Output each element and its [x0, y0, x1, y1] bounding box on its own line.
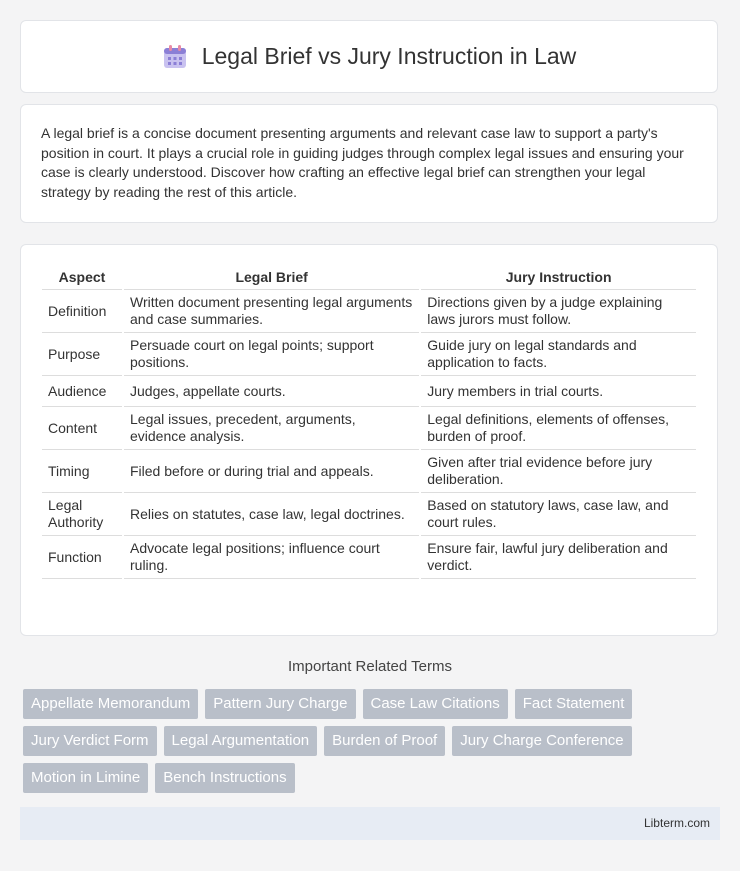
row-aspect: Timing [42, 450, 122, 493]
tag-case-law-citations[interactable]: Case Law Citations [363, 689, 508, 719]
row-jury-instruction: Based on statutory laws, case law, and court rules. [421, 493, 696, 536]
row-aspect: Purpose [42, 333, 122, 376]
row-jury-instruction: Legal definitions, elements of offenses, burden of proof. [421, 407, 696, 450]
footer [20, 807, 720, 840]
row-aspect: Audience [42, 376, 122, 407]
footer-site-link[interactable]: Libterm.com [643, 816, 710, 830]
tag-burden-of-proof[interactable]: Burden of Proof [324, 726, 445, 756]
intro-text: A legal brief is a concise document presenting arguments and relevant case law to support a party's position in court. It plays a crucial role in guiding judges through complex legal issues and ensuring your case is clearly understood. Discover how crafting an effective legal brief can strengthen your legal strategy by reading the rest of this article. [41, 125, 684, 200]
header-jury-instruction: Jury Instruction [421, 265, 696, 290]
tag-pattern-jury-charge[interactable]: Pattern Jury Charge [205, 689, 355, 719]
row-jury-instruction: Directions given by a judge explaining laws jurors must follow. [421, 290, 696, 333]
table-header-row [42, 265, 696, 290]
row-aspect: Content [42, 407, 122, 450]
table-row [42, 290, 696, 333]
row-jury-instruction: Given after trial evidence before jury deliberation. [421, 450, 696, 493]
tag-jury-verdict-form[interactable]: Jury Verdict Form [23, 726, 157, 756]
table-row [42, 376, 696, 407]
row-legal-brief: Persuade court on legal points; support positions. [124, 333, 419, 376]
page-title: Legal Brief vs Jury Instruction in Law [201, 43, 577, 69]
comparison-table [40, 265, 698, 579]
tag-appellate-memorandum[interactable]: Appellate Memorandum [23, 689, 198, 719]
title-card [20, 20, 718, 93]
related-terms-list [23, 689, 703, 793]
row-legal-brief: Filed before or during trial and appeals. [124, 450, 419, 493]
row-aspect: Function [42, 536, 122, 579]
intro-card [20, 104, 718, 223]
table-row [42, 450, 696, 493]
row-aspect: Definition [42, 290, 122, 333]
calendar-icon [162, 44, 188, 70]
tag-bench-instructions[interactable]: Bench Instructions [155, 763, 294, 793]
row-jury-instruction: Jury members in trial courts. [421, 376, 696, 407]
header-legal-brief: Legal Brief [124, 265, 419, 290]
row-jury-instruction: Ensure fair, lawful jury deliberation and verdict. [421, 536, 696, 579]
row-legal-brief: Legal issues, precedent, arguments, evidence analysis. [124, 407, 419, 450]
tag-jury-charge-conference[interactable]: Jury Charge Conference [452, 726, 631, 756]
row-legal-brief: Advocate legal positions; influence court ruling. [124, 536, 419, 579]
header-aspect: Aspect [42, 265, 122, 290]
tag-fact-statement[interactable]: Fact Statement [515, 689, 633, 719]
row-legal-brief: Written document presenting legal arguments and case summaries. [124, 290, 419, 333]
table-row [42, 333, 696, 376]
comparison-card [20, 244, 718, 636]
row-legal-brief: Judges, appellate courts. [124, 376, 419, 407]
tag-legal-argumentation[interactable]: Legal Argumentation [164, 726, 318, 756]
table-row [42, 493, 696, 536]
row-legal-brief: Relies on statutes, case law, legal doctrines. [124, 493, 419, 536]
table-row [42, 407, 696, 450]
tag-motion-in-limine[interactable]: Motion in Limine [23, 763, 148, 793]
row-aspect: Legal Authority [42, 493, 122, 536]
table-row [42, 536, 696, 579]
row-jury-instruction: Guide jury on legal standards and application to facts. [421, 333, 696, 376]
related-terms-title: Important Related Terms [288, 658, 452, 675]
